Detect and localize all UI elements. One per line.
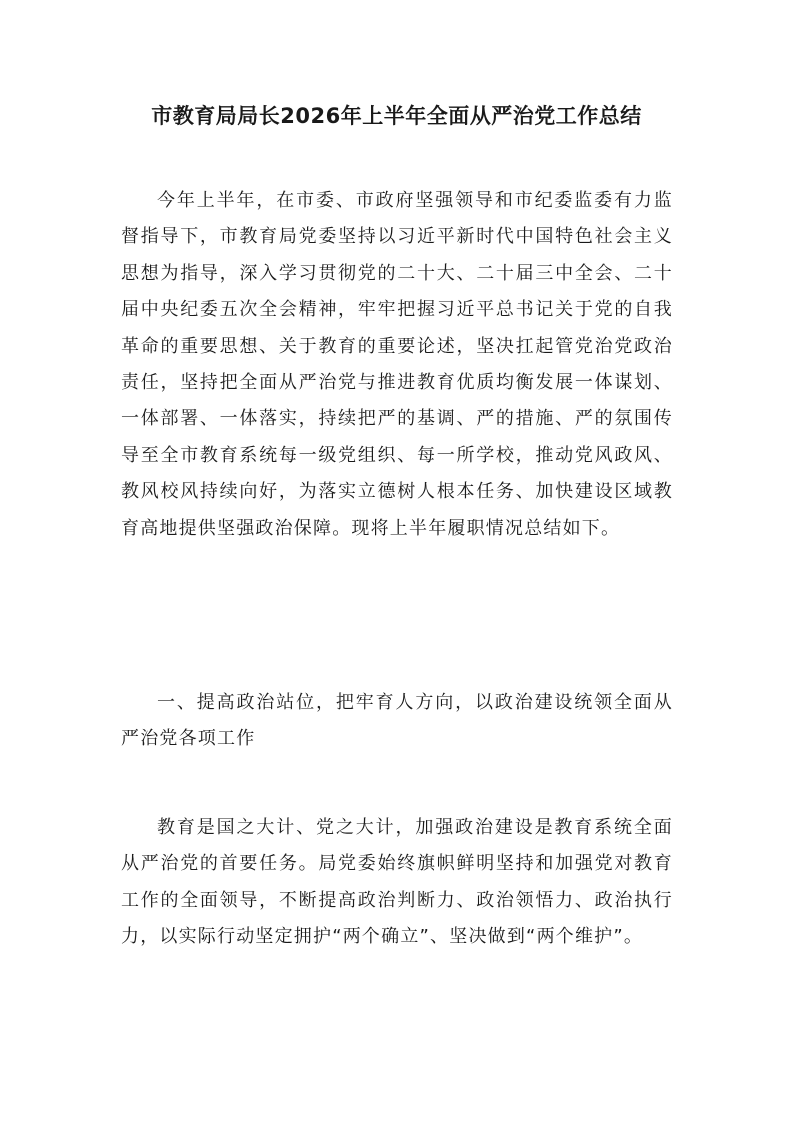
section-heading: 一、提高政治站位，把牢育人方向，以政治建设统领全面从严治党各项工作 [121, 692, 673, 750]
document-title: 市教育局局长2026年上半年全面从严治党工作总结 [151, 104, 642, 128]
body-paragraph: 教育是国之大计、党之大计，加强政治建设是教育系统全面从严治党的首要任务。局党委始终旗帜鲜明坚持和加强党对教育工作的全面领导，不断提高政治判断力、政治领悟力、政治执行力，以实际行动坚定拥护“两个确立”、坚决做到“两个维护”。 [121, 817, 673, 948]
intro-paragraph: 今年上半年，在市委、市政府坚强领导和市纪委监委有力监督指导下，市教育局党委坚持以习近平新时代中国特色社会主义思想为指导，深入学习贯彻党的二十大、二十届三中全会、二十届中央纪委五次全会精神，牢牢把握习近平总书记关于党的自我革命的重要思想、关于教育的重要论述，坚决扛起管党治党政治责任，坚持把全面从严治党与推进教育优质均衡发展一体谋划、一体部署、一体落实，持续把严的基调、严的措施、严的氛围传导至全市教育系统每一级党组织、每一所学校，推动党风政风、教风校风持续向好，为落实立德树人根本任务、加快建设区域教育高地提供坚强政治保障。现将上半年履职情况总结如下。 [121, 190, 673, 539]
